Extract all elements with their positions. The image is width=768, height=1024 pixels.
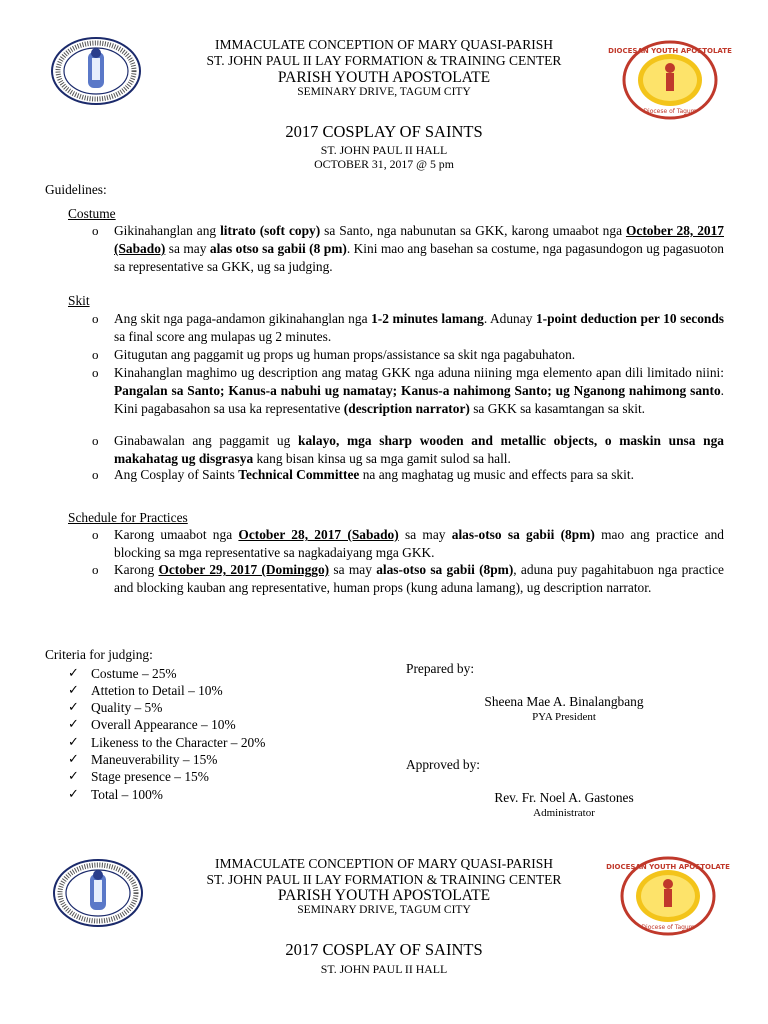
guidelines-label: Guidelines:	[45, 182, 107, 197]
bullet-icon: o	[92, 223, 99, 238]
skit-heading: Skit	[68, 293, 90, 308]
approved-by-name: Rev. Fr. Noel A. Gastones	[494, 790, 634, 805]
skit-item-5: Ang Cosplay of Saints Technical Committee na ang maghatag ug music and effects para sa skit.	[114, 467, 634, 482]
criteria-item: Stage presence – 15%	[91, 769, 209, 784]
checkmark-icon: ✓	[68, 769, 79, 784]
event-date: OCTOBER 31, 2017 @ 5 pm	[314, 157, 454, 171]
criteria-item: Overall Appearance – 10%	[91, 717, 236, 732]
checkmark-icon: ✓	[68, 717, 79, 732]
criteria-item: Costume – 25%	[91, 666, 177, 681]
schedule-heading: Schedule for Practices	[68, 510, 188, 525]
criteria-item: Total – 100%	[91, 787, 163, 802]
parish-name: IMMACULATE CONCEPTION OF MARY QUASI-PARISH	[214, 856, 554, 871]
logo-bottom-text: Diocese of Tagum	[643, 108, 697, 115]
bullet-icon: o	[92, 365, 99, 380]
event-venue: ST. JOHN PAUL II HALL	[320, 143, 448, 157]
checkmark-icon: ✓	[68, 683, 79, 698]
criteria-label: Criteria for judging:	[45, 647, 153, 662]
criteria-item: Quality – 5%	[91, 700, 163, 715]
criteria-item: Maneuverability – 15%	[91, 752, 218, 767]
approved-by-label: Approved by:	[406, 757, 481, 772]
apostolate-name: PARISH YOUTH APOSTOLATE	[277, 69, 491, 86]
bullet-icon: o	[92, 562, 99, 577]
skit-item-2: Gitugutan ang paggamit ug props ug human props/assistance sa skit nga pagabuhaton.	[114, 347, 576, 362]
criteria-item: Attetion to Detail – 10%	[91, 683, 223, 698]
checkmark-icon: ✓	[68, 752, 79, 767]
apostolate-name: PARISH YOUTH APOSTOLATE	[277, 887, 491, 904]
prepared-by-name: Sheena Mae A. Binalangbang	[484, 694, 644, 709]
event-venue: ST. JOHN PAUL II HALL	[320, 962, 448, 976]
checkmark-icon: ✓	[68, 666, 79, 681]
logo-top-text: DIOCESAN YOUTH APOSTOLATE	[608, 47, 732, 55]
event-title: 2017 COSPLAY OF SAINTS	[285, 122, 483, 141]
criteria-item: Likeness to the Character – 20%	[91, 735, 266, 750]
prepared-by-title: PYA President	[532, 711, 596, 723]
checkmark-icon: ✓	[68, 787, 79, 802]
skit-item-4: Ginabawalan ang paggamit ug kalayo, mga sharp wooden and metallic objects, o maskin unsa nga makahatag ug disgrasya kang bisan kinsa ug sa mga gamit sulod sa hall.	[114, 433, 724, 466]
center-name: ST. JOHN PAUL II LAY FORMATION & TRAINING CENTER	[206, 872, 562, 887]
bullet-icon: o	[92, 527, 99, 542]
event-title: 2017 COSPLAY OF SAINTS	[285, 940, 483, 959]
schedule-item-2: Karong October 29, 2017 (Dominggo) sa may alas-otso sa gabii (8pm), aduna puy pagahitabuon nga practice and blocking kauban ang representative, human props (kung aduna lamang), ug description narrator.	[114, 562, 724, 595]
costume-heading: Costume	[68, 206, 116, 221]
approved-by-title: Administrator	[533, 807, 595, 819]
bullet-icon: o	[92, 347, 99, 362]
address: SEMINARY DRIVE, TAGUM CITY	[297, 904, 471, 916]
bullet-icon: o	[92, 433, 99, 448]
costume-paragraph: Gikinahanglan ang litrato (soft copy) sa Santo, nga nabunutan sa GKK, karong umaabot nga October 28, 2017 (Sabado) sa may alas otso sa gabii (8 pm). Kini mao ang basehan sa costume, nga pagasundogon ug pagasuoton sa representative sa GKK, ug sa judging.	[114, 223, 725, 274]
bullet-icon: o	[92, 311, 99, 326]
checkmark-icon: ✓	[68, 700, 79, 715]
logo-top-text: DIOCESAN YOUTH APOSTOLATE	[606, 863, 730, 871]
logo-bottom-text: Diocese of Tagum	[641, 924, 695, 931]
parish-name: IMMACULATE CONCEPTION OF MARY QUASI-PARISH	[214, 37, 554, 52]
center-name: ST. JOHN PAUL II LAY FORMATION & TRAINING CENTER	[206, 53, 562, 68]
schedule-item-1: Karong umaabot nga October 28, 2017 (Sabado) sa may alas-otso sa gabii (8pm) mao ang practice and blocking sa mga representative sa nagkadaiyang mga GKK.	[114, 527, 724, 560]
checkmark-icon: ✓	[68, 735, 79, 750]
skit-item-1: Ang skit nga paga-andamon gikinahanglan nga 1-2 minutes lamang. Adunay 1-point deduction per 10 seconds sa final score ang mulapas ug 2 minutes.	[114, 311, 725, 344]
prepared-by-label: Prepared by:	[406, 661, 475, 676]
address: SEMINARY DRIVE, TAGUM CITY	[297, 86, 471, 98]
bullet-icon: o	[92, 467, 99, 482]
skit-item-3: Kinahanglan maghimo ug description ang matag GKK nga aduna niining mga elemento apan dili limitado niini: Pangalan sa Santo; Kanus-a nabuhi ug namatay; Kanus-a nahimong Santo; ug Nganong nahimong santo. Kini pagabasahon sa usa ka representative (description narrator) sa GKK sa kasamtangan sa skit.	[114, 365, 724, 416]
